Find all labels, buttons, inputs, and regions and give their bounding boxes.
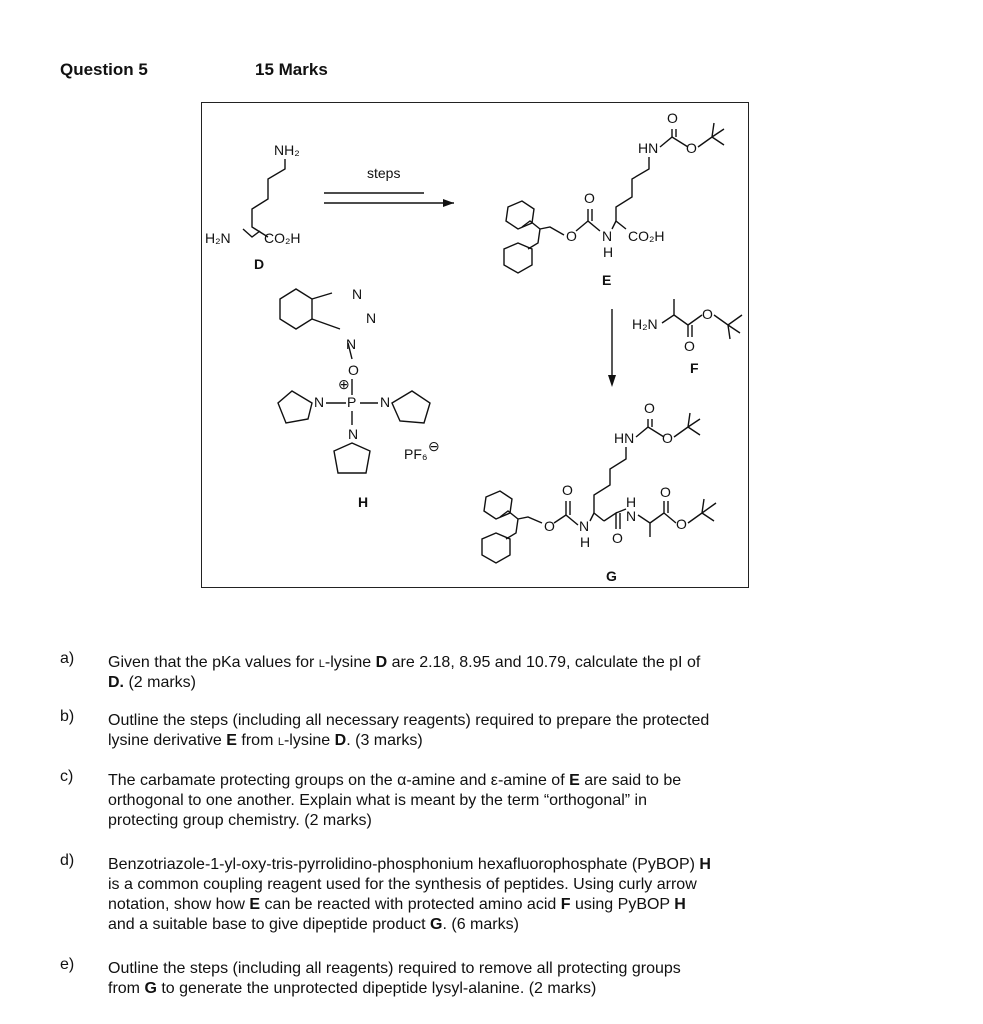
f-o-label: O: [702, 306, 713, 322]
f-co-o-label: O: [684, 338, 695, 354]
h-n1-label: N: [352, 286, 363, 302]
compound-g: [482, 400, 716, 584]
reaction-scheme: [201, 102, 749, 588]
question-letter: b): [60, 708, 75, 725]
d-nh2-label: NH₂: [274, 142, 300, 158]
compound-e: [504, 110, 724, 288]
e-boc-o2-label: O: [686, 140, 697, 156]
h-n4-label: N: [314, 394, 325, 410]
compound-d: [205, 142, 301, 272]
question-letter: d): [60, 852, 75, 869]
f-h2n-label: H₂N: [632, 316, 658, 332]
question-letter: c): [60, 768, 74, 785]
g-ester-o-label: O: [676, 516, 687, 532]
g-boc-o-label: O: [644, 400, 655, 416]
g-n2-label: N: [626, 508, 637, 524]
question-text: Outline the steps (including all reagents) required to remove all protecting groups from G to generate the unprotected dipeptide lysyl-alanine. (2 marks): [108, 960, 681, 997]
g-fmoc-o-label: O: [562, 482, 573, 498]
question-letter: e): [60, 956, 75, 973]
question-letter: a): [60, 650, 75, 667]
h-n5-label: N: [380, 394, 391, 410]
h-n2-label: N: [366, 310, 377, 326]
d-h2n-label: H₂N: [205, 230, 231, 246]
question-title: Question 5: [60, 60, 148, 79]
h-n3-label: N: [346, 336, 357, 352]
g-fmoc-o2-label: O: [544, 518, 555, 534]
g-amide-o-label: O: [612, 530, 623, 546]
h-n6-label: N: [348, 426, 359, 442]
g-n1-label: N: [579, 518, 590, 534]
compound-label-e: E: [602, 272, 612, 288]
g-hn-label: HN: [614, 430, 635, 446]
compound-label-f: F: [690, 360, 699, 376]
question-text: Benzotriazole-1-yl-oxy-tris-pyrrolidino-phosphonium hexafluorophosphate (PyBOP) H is a common coupling reagent used for the synthesis of peptides. Using curly arrow notation, show how E can be reacted with protected amino acid F using PyBOP H and a suitable base to give dipeptide product G. (6 marks): [108, 856, 711, 933]
compound-h: [278, 286, 440, 510]
e-boc-o-label: O: [667, 110, 678, 126]
h-o-label: O: [348, 362, 359, 378]
e-n-label: N: [602, 228, 613, 244]
g-h2-label: H: [626, 494, 637, 510]
question-text: Given that the pKa values for l-lysine D are 2.18, 8.95 and 10.79, calculate the pI of D. (2 marks): [108, 654, 701, 691]
steps-arrow-label: steps: [367, 165, 401, 181]
reaction-scheme-drawing: [202, 103, 750, 589]
steps-arrow: [324, 165, 454, 207]
h-p-label: P: [347, 394, 357, 410]
e-hn-label: HN: [638, 140, 659, 156]
g-boc-o2-label: O: [662, 430, 673, 446]
h-pf6-label: PF₆: [404, 446, 428, 462]
g-ester-co-label: O: [660, 484, 671, 500]
question-marks: 15 Marks: [255, 60, 328, 79]
coupling-arrow: [608, 309, 616, 387]
g-h1-label: H: [580, 534, 591, 550]
compound-f: [632, 299, 742, 376]
compound-label-h: H: [358, 494, 369, 510]
d-co2h-label: CO₂H: [264, 230, 301, 246]
question-text: The carbamate protecting groups on the α-amine and ε-amine of E are said to be orthogonal to one another. Explain what is meant by the term “orthogonal” in protecting group chemistry. (2 marks): [108, 772, 682, 829]
e-co2h-label: CO₂H: [628, 228, 665, 244]
compound-label-d: D: [254, 256, 265, 272]
e-fmoc-o-label: O: [584, 190, 595, 206]
h-plus-label: ⊕: [338, 376, 350, 392]
e-fmoc-o2-label: O: [566, 228, 577, 244]
h-minus-label: ⊖: [428, 438, 440, 454]
question-text: Outline the steps (including all necessary reagents) required to prepare the protected lysine derivative E from l-lysine D. (3 marks): [108, 712, 710, 749]
e-h-label: H: [603, 244, 614, 260]
compound-label-g: G: [606, 568, 617, 584]
